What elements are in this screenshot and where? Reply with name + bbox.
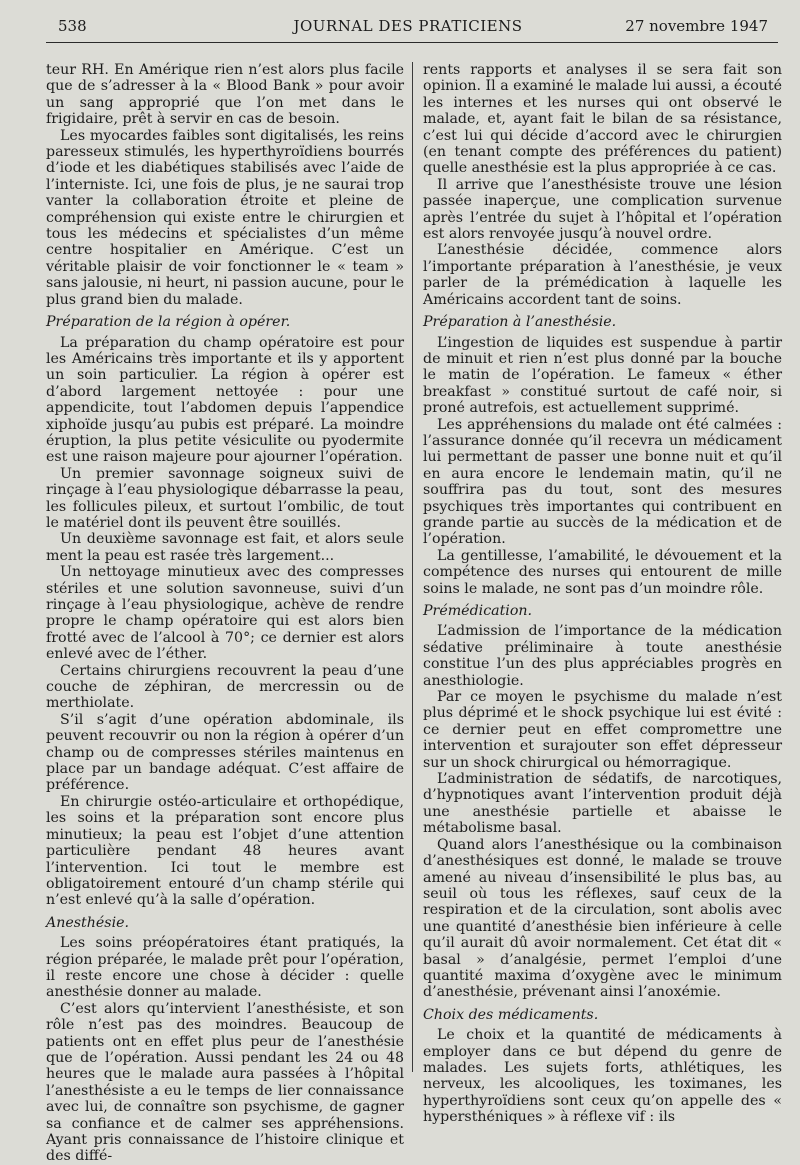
- section-heading: Préparation à l’anesthésie.: [423, 314, 617, 331]
- paragraph: Il arrive que l’anesthésiste trouve une lésion passée inaperçue, une complication survenue après l’entrée du sujet à l’hôpital et l’opération est alors renvoyée jusqu’à nouvel ordre.: [423, 176, 782, 243]
- paragraph: S’il s’agit d’une opération abdominale, ils peuvent recouvrir ou non la région à opérer d’un champ ou de compresses stériles maintenus en place par un bandage adéquat. C’est affaire de préférence.: [46, 711, 404, 794]
- header-rule: [46, 42, 778, 43]
- paragraph: Le choix et la quantité de médicaments à employer dans ce but dépend du genre de malades. Les sujets forts, athlétiques, les nerveux, les alcooliques, les toximanes, les hyperthyroïdiens sont ceux qu’on appelle des « hypersthéniques » à réflexe vif : ils: [423, 1027, 782, 1126]
- paragraph: L’admission de l’importance de la médication sédative préliminaire à toute anesthésie constitue l’un des plus appréciables progrès en anesthiologie.: [423, 623, 782, 689]
- paragraph: Par ce moyen le psychisme du malade n’est plus déprimé et le shock psychique lui est évité : ce dernier peut en effet compromettre une intervention et surajouter son effet dépresseur sur un shock chirurgical ou hémorragique.: [423, 689, 782, 771]
- paragraph: Les appréhensions du malade ont été calmées : l’assurance donnée qu’il recevra un médicament lui permettant de passer une bonne nuit et qu’il en aura encore le lendemain matin, qu’il ne souffrira pas du tout, sont des mesures psychiques très importantes qui contribuent en grande partie au succès de la médication et de l’opération.: [423, 416, 782, 548]
- section-heading: Prémédication.: [423, 603, 533, 619]
- paragraph: Certains chirurgiens recouvrent la peau d’une couche de zéphiran, de mercressin ou de merthiolate.: [46, 662, 404, 712]
- right-column: [423, 62, 782, 1126]
- paragraph: L’ingestion de liquides est suspendue à partir de minuit et rien n’est plus donné par la bouche le matin de l’opération. Le fameux « éther breakfast » constitué surtout de café noir, si proné autrefois, est actuellement supprimé.: [423, 334, 782, 417]
- paragraph: teur RH. En Amérique rien n’est alors plus facile que de s’adresser à la « Blood Bank » pour avoir un sang approprié que l’on met dans le frigidaire, prêt à servir en cas de besoin.: [46, 62, 404, 128]
- paragraph: La préparation du champ opératoire est pour les Américains très importante et ils y apportent un soin particulier. La région à opérer est d’abord largement nettoyée : pour une appendicite, tout l’abdomen depuis l’appendice xiphoïde jusqu’au pubis est préparé. La moindre éruption, la plus petite vésiculite ou pyodermite est une raison majeure pour ajourner l’opération.: [46, 334, 404, 466]
- paragraph: La gentillesse, l’amabilité, le dévouement et la compétence des nurses qui entourent de mille soins le malade, ne sont pas d’un moindre rôle.: [423, 547, 782, 597]
- paragraph: Les myocardes faibles sont digitalisés, les reins paresseux stimulés, les hyperthyroïdiens bourrés d’iode et les diabétiques stabilisés avec l’aide de l’interniste. Ici, une fois de plus, je ne saurai trop vanter la collaboration étroite et pleine de compréhension qui existe entre le chirurgien et tous les médecins et spécialistes d’un même centre hospitalier en Amérique. C’est un véritable plaisir de voir fonctionner le « team » sans jalousie, ni heurt, ni passion aucune, pour le plus grand bien du malade.: [46, 127, 404, 308]
- issue-date: 27 novembre 1947: [625, 17, 768, 35]
- section-heading: Anesthésie.: [46, 914, 130, 931]
- paragraph: rents rapports et analyses il se sera fait son opinion. Il a examiné le malade lui aussi, a écouté les internes et les nurses qui ont observé le malade, et, ayant fait le bilan de sa résistance, c’est lui qui décide d’accord avec le chirurgien (en tenant compte des préférences du patient) quelle anesthésie est la plus appropriée à ce cas.: [423, 62, 782, 177]
- left-column: [46, 62, 404, 1165]
- paragraph: Un premier savonnage soigneux suivi de rinçage à l’eau physiologique débarrasse la peau, les follicules pileux, et surtout l’ombilic, de tout le matériel dont ils peuvent être souillés.: [46, 465, 404, 531]
- paragraph: Un nettoyage minutieux avec des compresses stériles et une solution savonneuse, suivi d’un rinçage à l’eau physiologique, achève de rendre propre le champ opératoire qui est alors bien frotté avec de l’alcool à 70°; ce dernier est alors enlevé avec de l’éther.: [46, 564, 404, 663]
- running-header: [44, 14, 772, 38]
- page-number: 538: [58, 17, 87, 35]
- paragraph: Un deuxième savonnage est fait, et alors seule ment la peau est rasée très largement...: [46, 531, 404, 564]
- paragraph: L’administration de sédatifs, de narcotiques, d’hypnotiques avant l’intervention produit déjà une anesthésie partielle et abaisse le métabolisme basal.: [423, 771, 782, 837]
- paragraph: Quand alors l’anesthésique ou la combinaison d’anesthésiques est donné, le malade se trouve amené au niveau d’insensibilité le plus bas, au seuil où tous les réflexes, sauf ceux de la respiration et de la circulation, sont abolis avec une quantité d’anesthésie bien inférieure à celle qu’il aurait dû avoir normalement. Cet état dit « basal » d’analgésie, permet l’emploi d’une quantité maxima d’oxygène avec le minimum d’anesthésie, prévenant ainsi l’anoxémie.: [423, 836, 782, 1001]
- paragraph: C’est alors qu’intervient l’anesthésiste, et son rôle n’est pas des moindres. Beaucoup de patients ont en effet plus peur de l’anesthésie que de l’opération. Aussi pendant les 24 ou 48 heures que le malade aura passées à l’hôpital l’anesthésiste a eu le temps de lier connaissance avec lui, de connaître son psychisme, de gagner sa confiance et de calmer ses appréhensions. Ayant pris connaissance de l’histoire clinique et des diffé-: [46, 1000, 404, 1165]
- paragraph: L’anesthésie décidée, commence alors l’importante préparation à l’anesthésie, je veux parler de la prémédication à laquelle les Américains accordent tant de soins.: [423, 242, 782, 308]
- section-heading: Choix des médicaments.: [423, 1006, 599, 1023]
- paragraph: Les soins préopératoires étant pratiqués, la région préparée, le malade prêt pour l’opération, il reste encore une chose à décider : quelle anesthésie donner au malade.: [46, 935, 404, 1001]
- column-divider: [412, 62, 413, 1072]
- paragraph: En chirurgie ostéo-articulaire et orthopédique, les soins et la préparation sont encore plus minutieux; la peau est l’objet d’une attention particulière pendant 48 heures avant l’intervention. Ici tout le membre est obligatoirement entouré d’un champ stérile qui n’est enlevé qu’à la salle d’opération.: [46, 793, 404, 909]
- section-heading: Préparation de la région à opérer.: [46, 314, 291, 331]
- journal-title: JOURNAL DES PRATICIENS: [293, 17, 523, 35]
